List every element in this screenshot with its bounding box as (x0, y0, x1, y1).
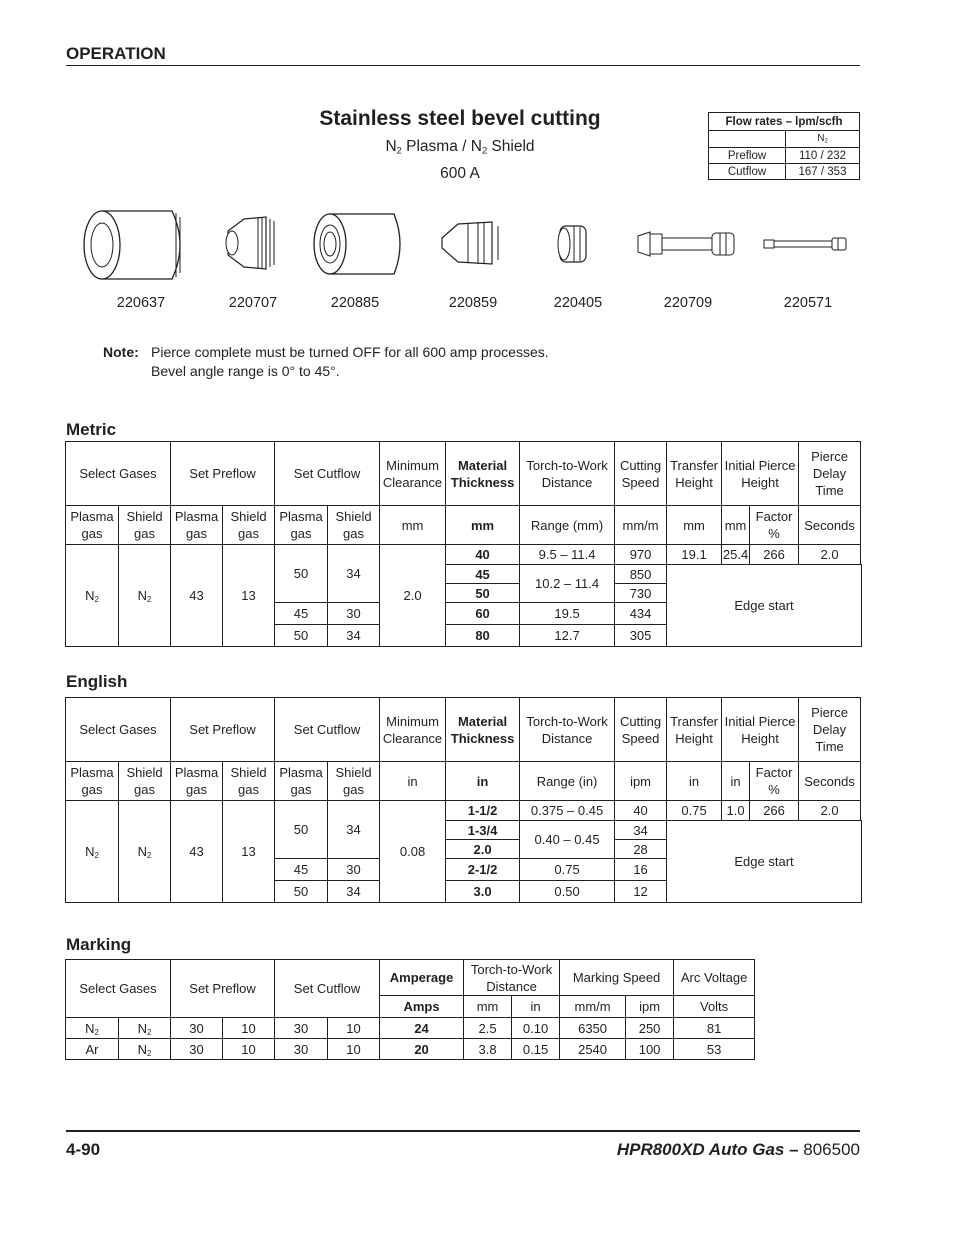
water-tube-image (760, 234, 852, 254)
header-rule (66, 65, 860, 66)
plasma-gas: $N_2$ (66, 801, 119, 903)
part-number: 220859 (448, 295, 498, 311)
edge-start: Edge start (667, 821, 862, 903)
part-number: 220707 (228, 295, 278, 311)
shield-gas: $N_2$ (119, 801, 171, 903)
section-header: OPERATION (66, 44, 166, 63)
note-label: Note: (103, 344, 139, 360)
flow-rates-table: Flow rates – lpm/scfh $N_2$ Preflow 110 / 232 Cutflow 167 / 353 (708, 112, 860, 180)
current-subtitle: 600 A (440, 165, 480, 182)
part-number: 220709 (663, 295, 713, 311)
plasma-gas: $N_2$ (66, 545, 119, 647)
page-number: 4-90 (66, 1140, 101, 1159)
table-row: $N_2$ $N_2$ 30 10 30 10 24 2.5 0.10 6350 250 81 (66, 1018, 755, 1039)
english-heading: English (66, 672, 128, 691)
note-line-1: Pierce complete must be turned OFF for all 600 amp processes. (151, 344, 549, 360)
note (103, 343, 549, 379)
gas-subtitle: $N_2$ Plasma / $N_2$ Shield (385, 138, 535, 156)
part-number: 220637 (116, 295, 166, 311)
english-table: Select Gases Set Preflow Set Cutflow Minimum Clearance Material Thickness Torch-to-Work Distance Cutting Speed Transfer Height Initial Pierce Height Pierce Delay Time Plasma gas Shield gas Plasma gas Shield gas Plasma gas Shield gas in in Range (in) ipm in in Factor % Seconds $N_2$ $N_2$ 43 13 50 34 0.08 1-1/2 0.375 – 0.45 40 0.75 1.0 266 2.0 1-3/4 0.40 – 0.45 34 Edge start 2.0 28 45 30 2-1/2 0.75 16 50 34 3.0 0.50 12 (65, 697, 862, 903)
footer-doc: HPR800XD Auto Gas – 806500 (616, 1140, 860, 1159)
page-title: Stainless steel bevel cutting (319, 107, 601, 130)
flow-gas: $N_2$ (786, 131, 860, 148)
electrode-image (634, 226, 742, 262)
shield-gas: $N_2$ (119, 545, 171, 647)
retaining-cap-image (308, 210, 408, 278)
note-line-2: Bevel angle range is 0° to 45°. (151, 363, 340, 379)
nozzle-image (438, 218, 508, 268)
marking-heading: Marking (66, 935, 132, 954)
metric-table: Select Gases Set Preflow Set Cutflow Minimum Clearance Material Thickness Torch-to-Work Distance Cutting Speed Transfer Height Initial Pierce Height Pierce Delay Time Plasma gas Shield gas Plasma gas Shield gas Plasma gas Shield gas mm mm Range (mm) mm/m mm mm Factor % Seconds $N_2$ $N_2$ 43 13 50 34 2.0 40 9.5 – 11.4 970 19.1 25.4 266 2.0 45 10.2 – 11.4 850 Edge start 50 730 45 30 60 19.5 434 50 34 80 12.7 305 (65, 441, 862, 647)
metric-heading: Metric (66, 420, 117, 439)
shield-cap-image (80, 205, 192, 285)
swirl-ring-image (552, 222, 594, 266)
marking-table: Select Gases Set Preflow Set Cutflow Amperage Torch-to-Work Distance Marking Speed Arc Voltage Amps mm in mm/m ipm Volts $N_2$ $N_2$ 30 10 30 10 24 2.5 0.10 6350 250 81 Ar $N_2$ 30 10 30 10 20 3.8 0.15 2540 100 53 (65, 959, 755, 1060)
flow-rates-header: Flow rates – lpm/scfh (709, 113, 860, 131)
footer-rule (66, 1130, 860, 1132)
edge-start: Edge start (667, 565, 862, 647)
part-number: 220571 (783, 295, 833, 311)
part-number: 220405 (553, 295, 603, 311)
part-number: 220885 (330, 295, 380, 311)
table-row: Ar $N_2$ 30 10 30 10 20 3.8 0.15 2540 100 53 (66, 1039, 755, 1060)
shield-image (222, 213, 280, 273)
